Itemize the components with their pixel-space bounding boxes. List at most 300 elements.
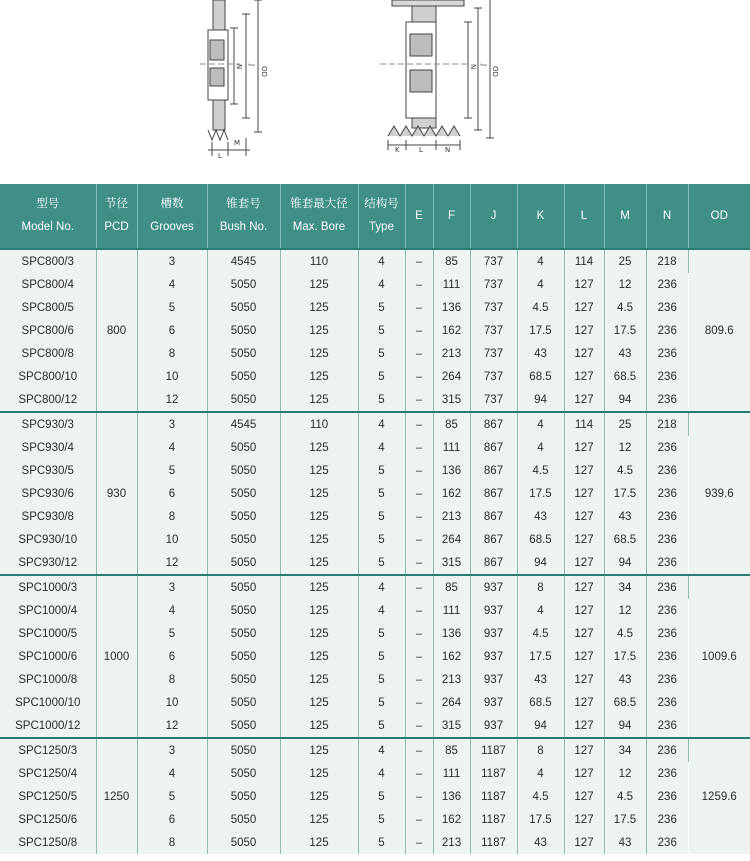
type-cell: 5 [358,459,405,482]
m-cell: 68.5 [604,365,646,388]
header-zh: 锥套最大径 [290,198,348,210]
e-cell: – [405,273,433,296]
k-cell: 43 [517,342,564,365]
f-cell: 315 [433,714,470,738]
label-l-left: L [218,152,222,160]
j-cell: 737 [470,319,517,342]
type-cell: 5 [358,296,405,319]
grooves-cell: 5 [137,785,207,808]
n-cell: 236 [646,714,688,738]
l-cell: 127 [564,622,604,645]
pcd-cell: 1250 [96,738,137,854]
j-cell: 737 [470,296,517,319]
grooves-cell: 3 [137,738,207,762]
n-cell: 236 [646,831,688,854]
k-cell: 43 [517,668,564,691]
label-od-right: OD [491,66,499,77]
table-row [0,575,750,599]
bore-cell: 125 [280,645,358,668]
j-cell: 1187 [470,785,517,808]
f-cell: 264 [433,528,470,551]
header-cell [207,184,280,249]
k-cell: 68.5 [517,365,564,388]
m-cell: 17.5 [604,808,646,831]
grooves-cell: 6 [137,808,207,831]
bore-cell: 125 [280,762,358,785]
bush-cell: 5050 [207,319,280,342]
type-cell: 4 [358,575,405,599]
grooves-cell: 6 [137,645,207,668]
j-cell: 937 [470,668,517,691]
n-cell: 236 [646,273,688,296]
bush-cell: 5050 [207,459,280,482]
m-cell: 12 [604,599,646,622]
k-cell: 4 [517,249,564,273]
bore-cell: 125 [280,505,358,528]
type-cell: 5 [358,668,405,691]
model-cell: SPC1250/5 [0,785,96,808]
f-cell: 111 [433,762,470,785]
bore-cell: 125 [280,691,358,714]
e-cell: – [405,249,433,273]
j-cell: 737 [470,388,517,412]
k-cell: 17.5 [517,645,564,668]
l-cell: 127 [564,762,604,785]
bore-cell: 125 [280,714,358,738]
j-cell: 737 [470,273,517,296]
bore-cell: 125 [280,365,358,388]
j-cell: 867 [470,482,517,505]
l-cell: 127 [564,388,604,412]
l-cell: 127 [564,528,604,551]
e-cell: – [405,714,433,738]
f-cell: 85 [433,738,470,762]
e-cell: – [405,319,433,342]
m-cell: 4.5 [604,785,646,808]
n-cell: 236 [646,482,688,505]
model-cell: SPC800/10 [0,365,96,388]
e-cell: – [405,622,433,645]
m-cell: 43 [604,505,646,528]
model-cell: SPC1250/8 [0,831,96,854]
k-cell: 4 [517,412,564,436]
n-cell: 236 [646,668,688,691]
label-l-right: L [419,146,423,154]
k-cell: 4 [517,762,564,785]
model-cell: SPC930/5 [0,459,96,482]
e-cell: – [405,831,433,854]
bush-cell: 5050 [207,668,280,691]
header-cell [433,184,470,249]
l-cell: 127 [564,691,604,714]
label-k-right: K [395,146,400,154]
bush-cell: 5050 [207,296,280,319]
f-cell: 136 [433,785,470,808]
header-en: OD [710,209,728,222]
pcd-cell: 800 [96,249,137,412]
bore-cell: 125 [280,738,358,762]
e-cell: – [405,528,433,551]
header-cell [470,184,517,249]
spec-table [0,184,750,854]
n-cell: 236 [646,528,688,551]
m-cell: 68.5 [604,528,646,551]
k-cell: 43 [517,505,564,528]
e-cell: – [405,365,433,388]
type-cell: 4 [358,738,405,762]
e-cell: – [405,482,433,505]
label-od-left: OD [260,66,268,77]
label-n-right: N [445,146,451,154]
k-cell: 4.5 [517,622,564,645]
j-cell: 867 [470,436,517,459]
bush-cell: 5050 [207,714,280,738]
bush-cell: 5050 [207,365,280,388]
m-cell: 17.5 [604,645,646,668]
e-cell: – [405,575,433,599]
grooves-cell: 3 [137,249,207,273]
od-cell: 939.6 [688,412,750,575]
header-en: E [415,209,423,222]
k-cell: 4 [517,436,564,459]
grooves-cell: 8 [137,505,207,528]
m-cell: 94 [604,551,646,575]
table-row [0,412,750,436]
f-cell: 315 [433,388,470,412]
bush-cell: 5050 [207,762,280,785]
n-cell: 236 [646,645,688,668]
m-cell: 94 [604,388,646,412]
n-cell: 236 [646,365,688,388]
bush-cell: 4545 [207,249,280,273]
bush-cell: 5050 [207,388,280,412]
j-cell: 937 [470,622,517,645]
n-cell: 236 [646,505,688,528]
header-en: L [580,209,588,222]
grooves-cell: 6 [137,319,207,342]
header-en: J [490,209,497,222]
n-cell: 236 [646,622,688,645]
bush-cell: 5050 [207,575,280,599]
f-cell: 213 [433,342,470,365]
e-cell: – [405,296,433,319]
l-cell: 114 [564,412,604,436]
f-cell: 264 [433,691,470,714]
e-cell: – [405,668,433,691]
m-cell: 25 [604,412,646,436]
model-cell: SPC1000/4 [0,599,96,622]
bore-cell: 125 [280,831,358,854]
pcd-cell: 1000 [96,575,137,738]
f-cell: 85 [433,575,470,599]
l-cell: 127 [564,459,604,482]
label-n-top-right: N [469,64,477,70]
m-cell: 25 [604,249,646,273]
type-cell: 5 [358,342,405,365]
model-cell: SPC930/6 [0,482,96,505]
label-n-top-left: N [235,64,243,70]
k-cell: 17.5 [517,808,564,831]
type-cell: 5 [358,831,405,854]
bush-cell: 5050 [207,785,280,808]
f-cell: 162 [433,482,470,505]
od-cell: 1009.6 [688,575,750,738]
type-cell: 5 [358,622,405,645]
type-cell: 5 [358,319,405,342]
table-row [0,249,750,273]
bore-cell: 125 [280,342,358,365]
f-cell: 111 [433,599,470,622]
header-en: Model No. [21,221,74,233]
k-cell: 4.5 [517,296,564,319]
k-cell: 8 [517,575,564,599]
od-cell: 1259.6 [688,738,750,854]
n-cell: 236 [646,342,688,365]
header-cell [137,184,207,249]
n-cell: 236 [646,319,688,342]
bush-cell: 5050 [207,342,280,365]
header-en: PCD [104,221,129,233]
label-m-left: M [234,139,241,147]
m-cell: 34 [604,575,646,599]
model-cell: SPC930/10 [0,528,96,551]
e-cell: – [405,459,433,482]
k-cell: 17.5 [517,482,564,505]
pcd-cell: 930 [96,412,137,575]
j-cell: 737 [470,249,517,273]
k-cell: 4 [517,599,564,622]
e-cell: – [405,436,433,459]
f-cell: 162 [433,645,470,668]
grooves-cell: 3 [137,575,207,599]
e-cell: – [405,808,433,831]
l-cell: 127 [564,714,604,738]
e-cell: – [405,599,433,622]
model-cell: SPC930/12 [0,551,96,575]
n-cell: 236 [646,388,688,412]
header-en: F [447,209,456,222]
pulley-drawings [0,0,750,184]
bush-cell: 5050 [207,738,280,762]
m-cell: 43 [604,668,646,691]
e-cell: – [405,785,433,808]
bush-cell: 5050 [207,273,280,296]
bush-cell: 5050 [207,482,280,505]
header-zh: 型号 [36,198,60,210]
bush-cell: 5050 [207,436,280,459]
k-cell: 68.5 [517,528,564,551]
l-cell: 127 [564,436,604,459]
bore-cell: 125 [280,599,358,622]
l-cell: 127 [564,599,604,622]
j-cell: 937 [470,575,517,599]
l-cell: 127 [564,296,604,319]
type-cell: 4 [358,762,405,785]
grooves-cell: 10 [137,691,207,714]
l-cell: 127 [564,505,604,528]
model-cell: SPC1000/5 [0,622,96,645]
k-cell: 17.5 [517,319,564,342]
bore-cell: 125 [280,296,358,319]
model-cell: SPC1000/6 [0,645,96,668]
bush-cell: 5050 [207,645,280,668]
m-cell: 17.5 [604,319,646,342]
l-cell: 127 [564,668,604,691]
grooves-cell: 10 [137,365,207,388]
bore-cell: 125 [280,622,358,645]
m-cell: 12 [604,436,646,459]
f-cell: 213 [433,668,470,691]
od-cell: 809.6 [688,249,750,412]
k-cell: 4 [517,273,564,296]
bush-cell: 5050 [207,808,280,831]
grooves-cell: 5 [137,459,207,482]
header-cell [280,184,358,249]
l-cell: 114 [564,249,604,273]
k-cell: 4.5 [517,785,564,808]
m-cell: 17.5 [604,482,646,505]
model-cell: SPC800/6 [0,319,96,342]
e-cell: – [405,738,433,762]
type-cell: 5 [358,482,405,505]
bore-cell: 110 [280,249,358,273]
grooves-cell: 12 [137,714,207,738]
m-cell: 68.5 [604,691,646,714]
grooves-cell: 12 [137,388,207,412]
n-cell: 236 [646,738,688,762]
model-cell: SPC1000/8 [0,668,96,691]
table-body [0,249,750,854]
bush-cell: 5050 [207,599,280,622]
bush-cell: 5050 [207,622,280,645]
n-cell: 236 [646,575,688,599]
l-cell: 127 [564,738,604,762]
grooves-cell: 5 [137,622,207,645]
l-cell: 127 [564,551,604,575]
e-cell: – [405,505,433,528]
model-cell: SPC930/3 [0,412,96,436]
l-cell: 127 [564,273,604,296]
header-cell [0,184,96,249]
type-cell: 5 [358,808,405,831]
bore-cell: 125 [280,482,358,505]
bush-cell: 4545 [207,412,280,436]
bore-cell: 125 [280,668,358,691]
header-cell [564,184,604,249]
m-cell: 12 [604,762,646,785]
e-cell: – [405,691,433,714]
model-cell: SPC930/8 [0,505,96,528]
type-cell: 5 [358,785,405,808]
header-cell [646,184,688,249]
m-cell: 4.5 [604,622,646,645]
grooves-cell: 5 [137,296,207,319]
grooves-cell: 4 [137,762,207,785]
header-cell [96,184,137,249]
header-cell [517,184,564,249]
header-zh: 节径 [105,198,128,210]
j-cell: 937 [470,599,517,622]
n-cell: 236 [646,296,688,319]
n-cell: 236 [646,551,688,575]
bore-cell: 125 [280,273,358,296]
model-cell: SPC800/12 [0,388,96,412]
j-cell: 867 [470,528,517,551]
type-cell: 5 [358,714,405,738]
bore-cell: 125 [280,785,358,808]
model-cell: SPC930/4 [0,436,96,459]
type-cell: 5 [358,645,405,668]
n-cell: 236 [646,808,688,831]
j-cell: 1187 [470,738,517,762]
j-cell: 737 [470,365,517,388]
model-cell: SPC1000/10 [0,691,96,714]
header-en: M [620,209,630,222]
k-cell: 8 [517,738,564,762]
j-cell: 737 [470,342,517,365]
e-cell: – [405,342,433,365]
n-cell: 236 [646,691,688,714]
j-cell: 867 [470,551,517,575]
j-cell: 1187 [470,831,517,854]
model-cell: SPC800/5 [0,296,96,319]
k-cell: 43 [517,831,564,854]
f-cell: 136 [433,459,470,482]
type-cell: 4 [358,249,405,273]
bore-cell: 125 [280,551,358,575]
header-en: N [662,209,672,222]
f-cell: 111 [433,436,470,459]
j-cell: 867 [470,412,517,436]
model-cell: SPC800/3 [0,249,96,273]
model-cell: SPC1000/12 [0,714,96,738]
type-cell: 5 [358,528,405,551]
e-cell: – [405,645,433,668]
bush-cell: 5050 [207,528,280,551]
m-cell: 4.5 [604,459,646,482]
type-cell: 5 [358,365,405,388]
m-cell: 43 [604,831,646,854]
bore-cell: 125 [280,459,358,482]
j-cell: 1187 [470,808,517,831]
f-cell: 213 [433,831,470,854]
bore-cell: 125 [280,808,358,831]
f-cell: 111 [433,273,470,296]
m-cell: 12 [604,273,646,296]
n-cell: 218 [646,412,688,436]
l-cell: 127 [564,645,604,668]
l-cell: 127 [564,342,604,365]
n-cell: 236 [646,599,688,622]
label-j-left: J [248,64,256,67]
j-cell: 937 [470,714,517,738]
grooves-cell: 6 [137,482,207,505]
header-en: Max. Bore [292,221,346,233]
header-en: Bush No. [219,221,268,233]
bore-cell: 125 [280,388,358,412]
grooves-cell: 3 [137,412,207,436]
header-zh: 结构号 [364,198,399,210]
grooves-cell: 4 [137,599,207,622]
header-cell [358,184,405,249]
l-cell: 127 [564,808,604,831]
n-cell: 236 [646,762,688,785]
type-cell: 4 [358,599,405,622]
f-cell: 136 [433,296,470,319]
m-cell: 4.5 [604,296,646,319]
table-row [0,738,750,762]
n-cell: 236 [646,785,688,808]
